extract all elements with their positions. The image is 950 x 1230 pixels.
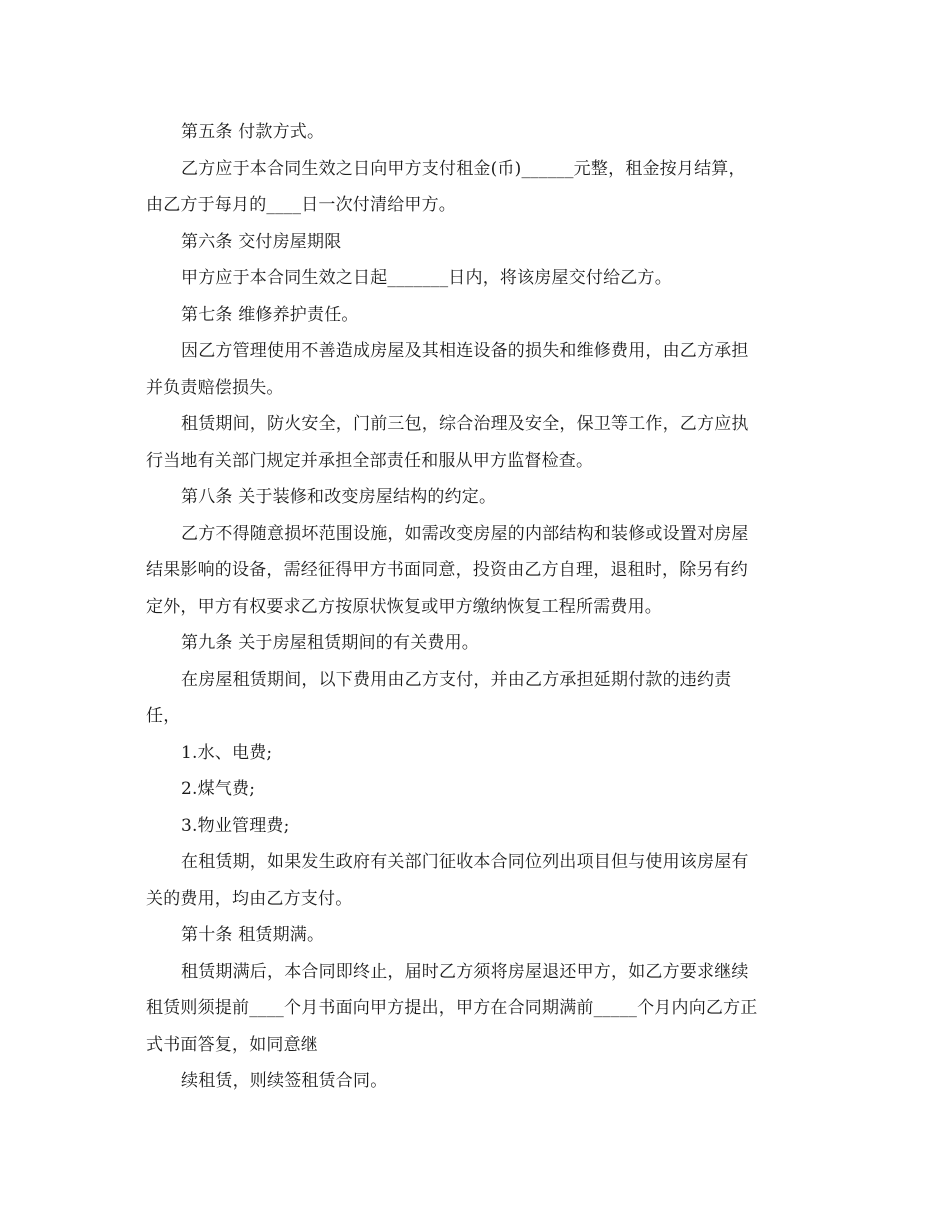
document-body <box>146 114 810 1100</box>
document-line: 续租赁，则续签租赁合同。 <box>181 1071 388 1091</box>
document-line: 甲方应于本合同生效之日起_______日内，将该房屋交付给乙方。 <box>181 268 672 288</box>
document-line: 第六条 交付房屋期限 <box>181 231 342 252</box>
document-line: 关的费用，均由乙方支付。 <box>146 888 353 909</box>
document-line: 第七条 维修养护责任。 <box>181 304 359 325</box>
document-line: 并负责赔偿损失。 <box>146 377 284 398</box>
document-line: 2.煤气费; <box>181 779 256 799</box>
document-line: 在房屋租赁期间，以下费用由乙方支付，并由乙方承担延期付款的违约责 <box>181 669 732 690</box>
document-line: 由乙方于每月的____日一次付清给甲方。 <box>146 195 456 215</box>
document-line: 乙方不得随意损坏范围设施，如需改变房屋的内部结构和装修或设置对房屋 <box>181 523 749 544</box>
document-line: 任， <box>146 706 181 726</box>
document-line: 在租赁期，如果发生政府有关部门征收本合同位列出项目但与使用该房屋有 <box>181 852 749 872</box>
document-line: 租赁期间，防火安全，门前三包，综合治理及安全，保卫等工作，乙方应执 <box>181 414 749 434</box>
document-line: 1.水、电费; <box>181 742 273 763</box>
document-line: 第八条 关于装修和改变房屋结构的约定。 <box>181 487 497 507</box>
document-line: 定外，甲方有权要求乙方按原状恢复或甲方缴纳恢复工程所需费用。 <box>146 596 662 617</box>
document-line: 租赁期满后，本合同即终止，届时乙方须将房屋退还甲方，如乙方要求继续 <box>181 961 749 982</box>
document-line: 结果影响的设备，需经征得甲方书面同意，投资由乙方自理，退租时，除另有约 <box>146 560 748 580</box>
document-line: 第九条 关于房屋租赁期间的有关费用。 <box>181 633 480 653</box>
document-line: 第十条 租赁期满。 <box>181 925 325 945</box>
document-line: 式书面答复，如同意继 <box>146 1034 318 1055</box>
document-line: 租赁则须提前____个月书面向甲方提出，甲方在合同期满前_____个月内向乙方正 <box>146 998 758 1018</box>
document-line: 行当地有关部门规定并承担全部责任和服从甲方监督检查。 <box>146 450 594 471</box>
document-line: 乙方应于本合同生效之日向甲方支付租金(币)______元整，租金按月结算， <box>181 158 746 179</box>
document-line: 3.物业管理费; <box>181 815 290 836</box>
document-line: 因乙方管理使用不善造成房屋及其相连设备的损失和维修费用，由乙方承担 <box>181 341 749 361</box>
document-line: 第五条 付款方式。 <box>181 122 325 142</box>
